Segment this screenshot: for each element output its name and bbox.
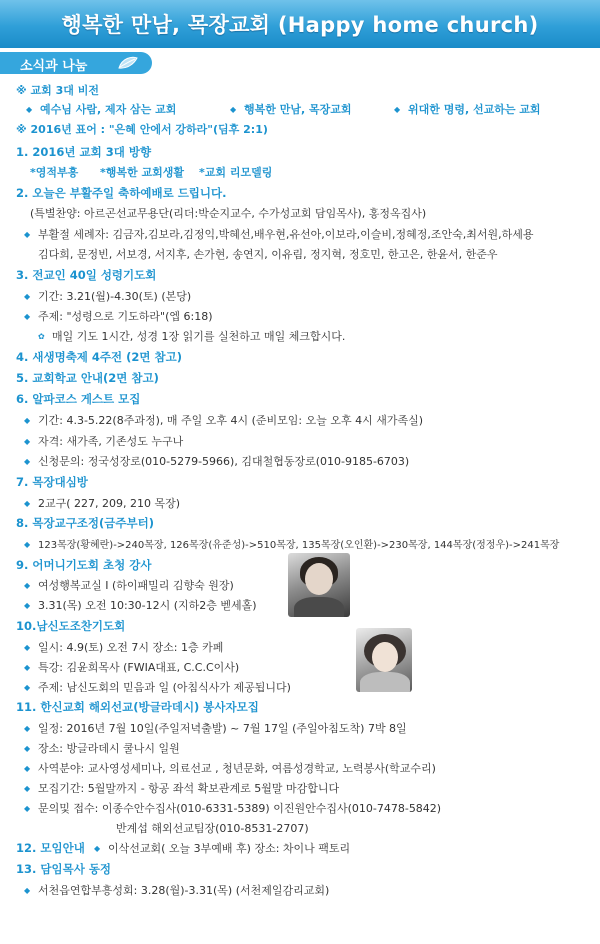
blue-diamond-icon: ◆: [24, 744, 31, 753]
section-tab-label: 소식과 나눔: [20, 59, 88, 74]
speaker-photo: [356, 628, 412, 692]
blue-diamond-icon: ◆: [24, 683, 31, 692]
notice-item: ◆ 신청문의: 정국성장로(010-5279-5966), 김대철협동장로(010-9185-6703): [24, 455, 410, 468]
blue-diamond-icon: ◆: [24, 312, 31, 321]
flower-icon: ✿: [38, 332, 45, 341]
blue-diamond-icon: ◆: [24, 804, 31, 813]
notice-heading: 7. 목장대심방: [16, 475, 88, 489]
direction-item: *행복한 교회생활: [100, 166, 184, 179]
notice-subitem: ✿ 매일 기도 1시간, 성경 1장 읽기를 실천하고 매일 체크합시다.: [38, 330, 346, 343]
header-banner: [0, 0, 600, 48]
page-title: 행복한 만남, 목장교회 (Happy home church): [61, 13, 539, 37]
direction-item: *영적부흥: [30, 166, 79, 179]
blue-diamond-icon: ◆: [394, 105, 401, 114]
notice-item: ◆ 특강: 김윤희목사 (FWIA대표, C.C.C이사): [24, 661, 240, 674]
notice-heading: 1. 2016년 교회 3대 방향: [16, 145, 152, 159]
blue-diamond-icon: ◆: [24, 663, 31, 672]
blue-diamond-icon: ◆: [24, 499, 31, 508]
blue-diamond-icon: ◆: [24, 230, 31, 239]
direction-item: *교회 리모델링: [199, 166, 273, 179]
notice-item: ◆ 일시: 4.9(토) 오전 7시 장소: 1층 카페: [24, 641, 224, 654]
blue-diamond-icon: ◆: [24, 581, 31, 590]
notice-item: ◆ 장소: 방글라데시 쿨나시 일원: [24, 742, 180, 755]
notice-item: ◆ 3.31(목) 오전 10:30-12시 (지하2층 벧세홀): [24, 599, 257, 612]
blue-diamond-icon: ◆: [24, 437, 31, 446]
notice-item: ◆ 자격: 새가족, 기존성도 누구나: [24, 435, 184, 448]
notice-item: ◆ 2교구( 227, 209, 210 목장): [24, 497, 181, 510]
motto-line: ※ 2016년 표어 : "은혜 안에서 강하라"(딤후 2:1): [16, 123, 268, 136]
notice-heading: 10.남신도조찬기도회: [16, 619, 126, 633]
notice-item: ◆ 사역분야: 교사영성세미나, 의료선교 , 청년문화, 여름성경학교, 노력봉사(학교수리): [24, 762, 436, 775]
blue-diamond-icon: ◆: [24, 784, 31, 793]
notice-text: (특별찬양: 아르곤선교무용단(리더:박순지교수, 수가성교회 담임목사), 홍정옥집사): [30, 207, 427, 220]
notice-item: ◆ 서천읍연합부흥성회: 3.28(월)-3.31(목) (서천제일감리교회): [24, 884, 330, 897]
notice-heading: 3. 전교인 40일 성령기도회: [16, 268, 157, 282]
notice-item: ◆ 주제: "성령으로 기도하라"(엡 6:18): [24, 310, 213, 323]
notice-item: ◆ 문의및 접수: 이종수안수집사(010-6331-5389) 이진원안수집사(010-7478-5842): [24, 802, 442, 815]
notice-item: ◆ 기간: 3.21(월)-4.30(토) (본당): [24, 290, 192, 303]
blue-diamond-icon: ◆: [24, 292, 31, 301]
notice-item: ◆ 부활절 세례자: 김금자,김보라,김정익,박혜선,배우현,유선아,이보라,이슬비,정혜정,조안숙,최서원,하세용: [24, 228, 534, 241]
speaker-photo: [288, 553, 350, 617]
notice-item: ◆ 이삭선교회( 오늘 3부예배 후) 장소: 차이나 팩토리: [94, 842, 351, 855]
blue-diamond-icon: ◆: [24, 886, 31, 895]
blue-diamond-icon: ◆: [94, 844, 101, 853]
section-tab-bar: [0, 48, 600, 76]
blue-diamond-icon: ◆: [24, 457, 31, 466]
notice-heading: 8. 목장교구조정(금주부터): [16, 516, 154, 530]
vision-item: ◆ 예수님 사람, 제자 삼는 교회: [26, 103, 177, 116]
blue-diamond-icon: ◆: [26, 105, 33, 114]
section-tab: [0, 52, 152, 74]
notice-item: ◆ 일정: 2016년 7월 10일(주일저녁출발) ~ 7월 17일 (주일아침도착) 7박 8일: [24, 722, 407, 735]
notice-heading: 13. 담임목사 동정: [16, 862, 112, 876]
notice-item: ◆ 주제: 남신도회의 믿음과 일 (아침식사가 제공됩니다): [24, 681, 291, 694]
blue-diamond-icon: ◆: [24, 601, 31, 610]
notice-heading: 4. 새생명축제 4주전 (2면 참고): [16, 350, 182, 364]
blue-diamond-icon: ◆: [24, 764, 31, 773]
leaf-icon: [118, 56, 138, 70]
blue-diamond-icon: ◆: [24, 540, 31, 549]
vision-item: ◆ 행복한 만남, 목장교회: [230, 103, 352, 116]
notice-text: 김다희, 문정빈, 서보경, 서지후, 손가현, 송연지, 이유림, 정지혁, 정호민, 한고은, 한윤서, 한준우: [38, 248, 498, 261]
notice-heading: 5. 교회학교 안내(2면 참고): [16, 371, 159, 385]
vision-heading: ※ 교회 3대 비전: [16, 84, 99, 97]
notice-item: ◆ 123목장(황혜란)->240목장, 126목장(유준성)->510목장, 135목장(오인환)->230목장, 144목장(정정우)->241목장: [24, 537, 559, 553]
blue-diamond-icon: ◆: [24, 416, 31, 425]
notice-text: 반계섭 해외선교팀장(010-8531-2707): [116, 822, 309, 835]
notice-heading: 12. 모임안내: [16, 841, 85, 855]
notice-heading: 6. 알파코스 게스트 모집: [16, 392, 141, 406]
notice-item: ◆ 모집기간: 5월말까지 - 항공 좌석 확보관계로 5월말 마감합니다: [24, 782, 340, 795]
blue-diamond-icon: ◆: [24, 643, 31, 652]
blue-diamond-icon: ◆: [24, 724, 31, 733]
blue-diamond-icon: ◆: [230, 105, 237, 114]
notice-item: ◆ 기간: 4.3-5.22(8주과정), 매 주일 오후 4시 (준비모임: 오늘 오후 4시 새가족실): [24, 414, 424, 427]
notice-heading: 2. 오늘은 부활주일 축하예배로 드립니다.: [16, 186, 227, 200]
notice-item: ◆ 여성행복교실 I (하이패밀리 김향숙 원장): [24, 579, 234, 592]
notice-heading: 9. 어머니기도회 초청 강사: [16, 558, 152, 572]
notice-heading: 11. 한신교회 해외선교(방글라데시) 봉사자모집: [16, 700, 259, 714]
vision-item: ◆ 위대한 명령, 선교하는 교회: [394, 103, 541, 116]
